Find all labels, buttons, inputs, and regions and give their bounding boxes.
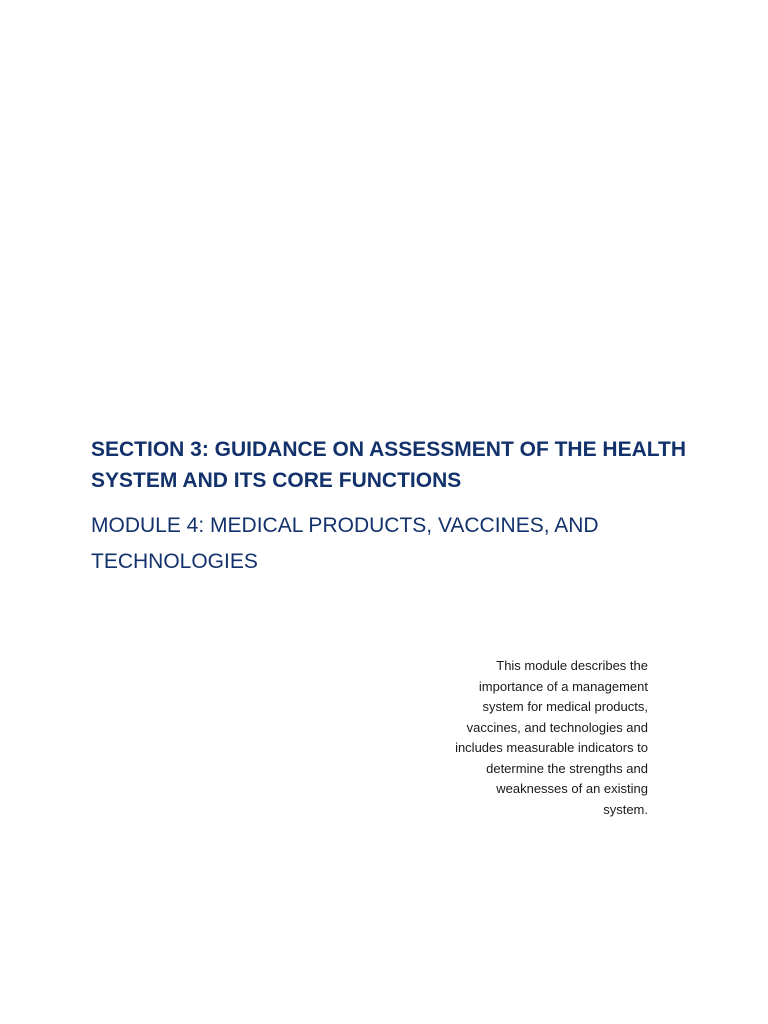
description-line: system. bbox=[603, 801, 648, 817]
description-line: system for medical products, bbox=[482, 699, 648, 714]
section-title bbox=[91, 434, 701, 496]
description-line: includes measurable indicators to bbox=[455, 740, 648, 755]
module-title-line-2: TECHNOLOGIES bbox=[91, 550, 258, 573]
module-title-line-1: MODULE 4: MEDICAL PRODUCTS, VACCINES, AND bbox=[91, 514, 599, 537]
description-line: This module describes the bbox=[496, 658, 648, 673]
description-line: weaknesses of an existing bbox=[496, 781, 648, 796]
section-title-line-1: SECTION 3: GUIDANCE ON ASSESSMENT OF THE HEALTH bbox=[91, 438, 687, 461]
module-title bbox=[91, 508, 701, 580]
section-title-line-2: SYSTEM AND ITS CORE FUNCTIONS bbox=[91, 469, 462, 492]
description-line: vaccines, and technologies and bbox=[466, 719, 648, 735]
module-description bbox=[408, 656, 648, 820]
description-line: determine the strengths and bbox=[486, 760, 648, 776]
description-line: importance of a management bbox=[478, 678, 648, 694]
